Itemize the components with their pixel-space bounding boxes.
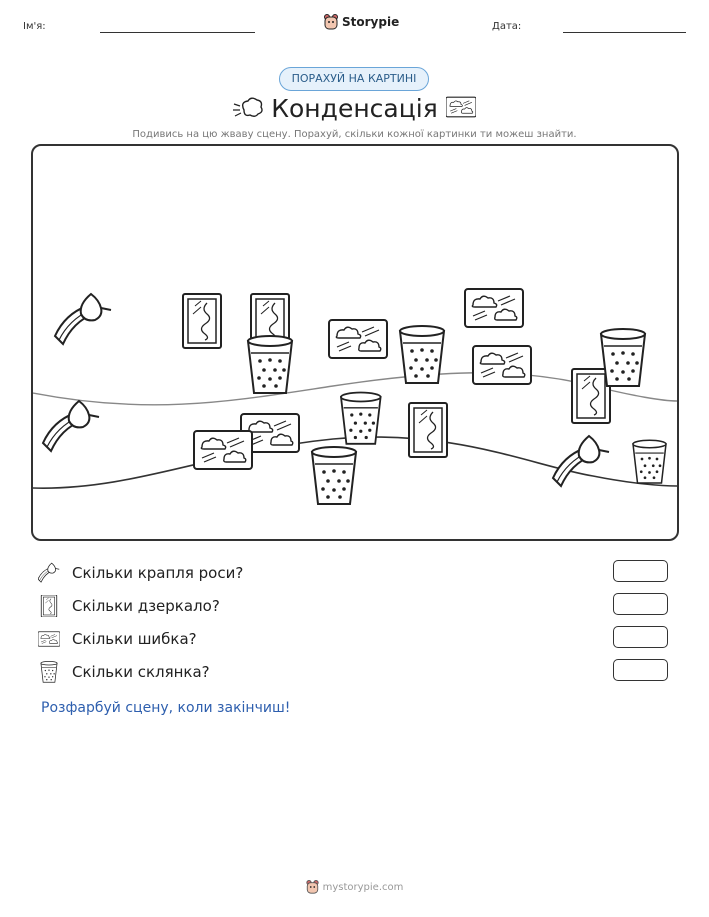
window-pane bbox=[473, 346, 531, 384]
window-pane-icon bbox=[446, 96, 476, 118]
question-glass bbox=[38, 661, 210, 683]
date-field[interactable] bbox=[563, 32, 686, 33]
glass-icon bbox=[38, 661, 60, 683]
activity-badge: ПОРАХУЙ НА КАРТИНІ bbox=[279, 67, 429, 91]
scene-drawing bbox=[33, 146, 677, 539]
window-pane-icon bbox=[38, 628, 60, 650]
question-mirror bbox=[38, 595, 220, 617]
glass bbox=[400, 326, 444, 383]
answer-box-window-pane[interactable] bbox=[613, 626, 668, 648]
window-pane bbox=[465, 289, 523, 327]
mirror bbox=[183, 294, 221, 348]
footer-url[interactable]: mystorypie.com bbox=[322, 881, 404, 893]
bear-icon bbox=[324, 14, 338, 30]
answer-box-dew-drop[interactable] bbox=[613, 560, 668, 582]
dew-drop-icon bbox=[38, 562, 60, 584]
mirror-icon bbox=[38, 595, 60, 617]
dew-drop bbox=[553, 436, 609, 486]
question-window-pane bbox=[38, 628, 197, 650]
question-text: Скільки дзеркало? bbox=[72, 597, 220, 615]
counting-scene bbox=[31, 144, 679, 541]
name-field[interactable] bbox=[100, 32, 255, 33]
window-pane bbox=[194, 431, 252, 469]
mirror bbox=[572, 369, 610, 423]
mirror bbox=[409, 403, 447, 457]
glass bbox=[248, 336, 292, 393]
glass bbox=[341, 393, 381, 444]
name-label: Ім'я: bbox=[23, 21, 46, 32]
window-pane bbox=[329, 320, 387, 358]
question-text: Скільки крапля роси? bbox=[72, 564, 244, 582]
brand-name: Storypie bbox=[342, 15, 400, 29]
page-title: Конденсація bbox=[271, 94, 438, 123]
dew-drop bbox=[43, 401, 99, 451]
dew-drop bbox=[55, 294, 111, 344]
footer bbox=[0, 880, 709, 894]
glass bbox=[312, 447, 356, 504]
coloring-instruction: Розфарбуй сцену, коли закінчиш! bbox=[41, 700, 291, 716]
bear-icon bbox=[306, 880, 319, 894]
answer-box-mirror[interactable] bbox=[613, 593, 668, 615]
date-label: Дата: bbox=[492, 21, 522, 32]
answer-box-glass[interactable] bbox=[613, 659, 668, 681]
instructions: Подивись на цю жваву сцену. Порахуй, скільки кожної картинки ти можеш знайти. bbox=[132, 129, 577, 140]
question-text: Скільки шибка? bbox=[72, 630, 197, 648]
question-dew-drop bbox=[38, 562, 243, 584]
glass bbox=[601, 329, 645, 386]
glass bbox=[633, 440, 666, 483]
brand-logo bbox=[324, 14, 399, 30]
question-text: Скільки склянка? bbox=[72, 663, 210, 681]
